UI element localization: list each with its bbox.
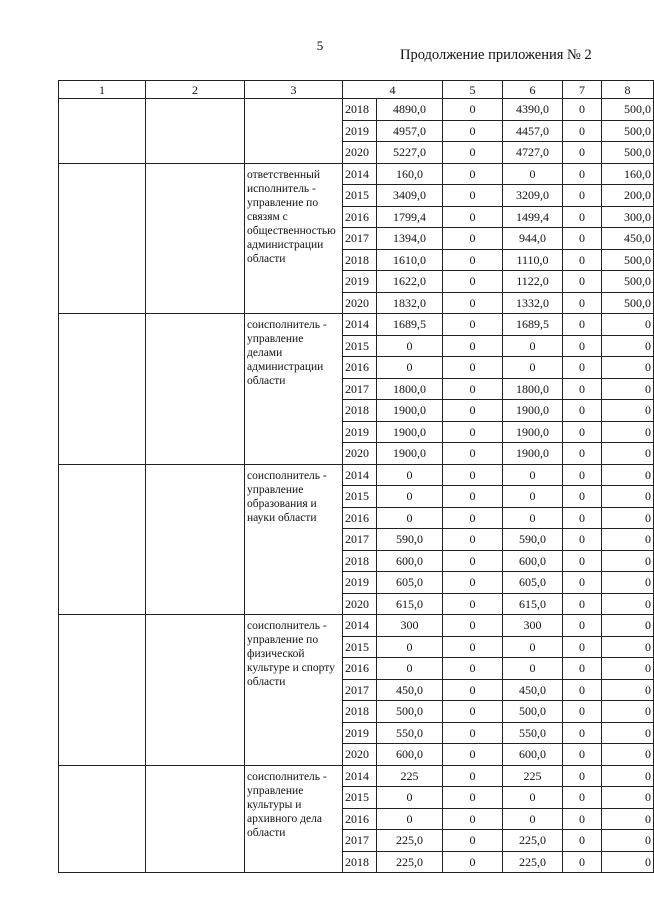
col8-cell: 0 xyxy=(602,464,654,486)
col6-cell: 1900,0 xyxy=(503,421,563,443)
col5-cell: 0 xyxy=(443,572,503,594)
year-cell: 2018 xyxy=(343,400,377,422)
table-row xyxy=(59,314,654,336)
col7-cell: 0 xyxy=(563,701,602,723)
column-2-cell xyxy=(146,464,245,615)
total-cell: 0 xyxy=(377,787,443,809)
year-cell: 2016 xyxy=(343,808,377,830)
table-row xyxy=(59,464,654,486)
col8-cell: 0 xyxy=(602,851,654,873)
col5-cell: 0 xyxy=(443,142,503,164)
total-cell: 615,0 xyxy=(377,593,443,615)
total-cell: 500,0 xyxy=(377,701,443,723)
col5-cell: 0 xyxy=(443,292,503,314)
col5-cell: 0 xyxy=(443,787,503,809)
col6-cell: 0 xyxy=(503,464,563,486)
col8-cell: 0 xyxy=(602,722,654,744)
table-row xyxy=(59,615,654,637)
col6-cell: 550,0 xyxy=(503,722,563,744)
col5-cell: 0 xyxy=(443,615,503,637)
year-cell: 2018 xyxy=(343,249,377,271)
total-cell: 0 xyxy=(377,636,443,658)
column-2-cell xyxy=(146,615,245,766)
executor-cell: соисполнитель - управление культуры и архивного дела области xyxy=(245,765,343,873)
executor-cell: соисполнитель - управление по физической культуре и спорту области xyxy=(245,615,343,766)
total-cell: 1610,0 xyxy=(377,249,443,271)
year-cell: 2014 xyxy=(343,765,377,787)
col7-cell: 0 xyxy=(563,486,602,508)
col8-cell: 500,0 xyxy=(602,142,654,164)
col7-cell: 0 xyxy=(563,464,602,486)
col7-cell: 0 xyxy=(563,228,602,250)
year-cell: 2020 xyxy=(343,443,377,465)
year-cell: 2014 xyxy=(343,314,377,336)
year-cell: 2017 xyxy=(343,830,377,852)
header-cell-4: 4 xyxy=(343,81,443,99)
header-cell-7: 7 xyxy=(563,81,602,99)
col8-cell: 0 xyxy=(602,550,654,572)
col8-cell: 500,0 xyxy=(602,249,654,271)
total-cell: 4957,0 xyxy=(377,120,443,142)
col5-cell: 0 xyxy=(443,722,503,744)
col7-cell: 0 xyxy=(563,206,602,228)
column-1-cell xyxy=(59,314,146,465)
total-cell: 0 xyxy=(377,335,443,357)
executor-cell: соисполнитель - управление образования и науки области xyxy=(245,464,343,615)
year-cell: 2019 xyxy=(343,421,377,443)
col8-cell: 0 xyxy=(602,314,654,336)
total-cell: 590,0 xyxy=(377,529,443,551)
year-cell: 2016 xyxy=(343,357,377,379)
col5-cell: 0 xyxy=(443,185,503,207)
col6-cell: 605,0 xyxy=(503,572,563,594)
total-cell: 1622,0 xyxy=(377,271,443,293)
col5-cell: 0 xyxy=(443,486,503,508)
col7-cell: 0 xyxy=(563,357,602,379)
col8-cell: 450,0 xyxy=(602,228,654,250)
col7-cell: 0 xyxy=(563,120,602,142)
table-row xyxy=(59,765,654,787)
total-cell: 3409,0 xyxy=(377,185,443,207)
col8-cell: 0 xyxy=(602,486,654,508)
executor-cell: соисполнитель - управление делами администрации области xyxy=(245,314,343,465)
total-cell: 225,0 xyxy=(377,851,443,873)
col5-cell: 0 xyxy=(443,507,503,529)
budget-table xyxy=(58,80,654,873)
year-cell: 2018 xyxy=(343,99,377,121)
col6-cell: 600,0 xyxy=(503,744,563,766)
col8-cell: 0 xyxy=(602,615,654,637)
col8-cell: 0 xyxy=(602,443,654,465)
table-row xyxy=(59,163,654,185)
total-cell: 605,0 xyxy=(377,572,443,594)
col8-cell: 0 xyxy=(602,701,654,723)
col6-cell: 0 xyxy=(503,636,563,658)
col5-cell: 0 xyxy=(443,99,503,121)
col8-cell: 0 xyxy=(602,787,654,809)
col7-cell: 0 xyxy=(563,271,602,293)
col7-cell: 0 xyxy=(563,636,602,658)
col6-cell: 0 xyxy=(503,357,563,379)
year-cell: 2018 xyxy=(343,550,377,572)
col8-cell: 0 xyxy=(602,357,654,379)
year-cell: 2017 xyxy=(343,228,377,250)
col7-cell: 0 xyxy=(563,507,602,529)
appendix-title: Продолжение приложения № 2 xyxy=(400,47,592,63)
year-cell: 2017 xyxy=(343,529,377,551)
header-cell-1: 1 xyxy=(59,81,146,99)
total-cell: 4890,0 xyxy=(377,99,443,121)
header-row xyxy=(59,81,654,99)
col5-cell: 0 xyxy=(443,357,503,379)
year-cell: 2016 xyxy=(343,658,377,680)
col6-cell: 944,0 xyxy=(503,228,563,250)
col7-cell: 0 xyxy=(563,765,602,787)
year-cell: 2015 xyxy=(343,636,377,658)
column-1-cell xyxy=(59,99,146,164)
col7-cell: 0 xyxy=(563,163,602,185)
col6-cell: 225,0 xyxy=(503,830,563,852)
col6-cell: 0 xyxy=(503,787,563,809)
total-cell: 1832,0 xyxy=(377,292,443,314)
col6-cell: 225,0 xyxy=(503,851,563,873)
column-2-cell xyxy=(146,314,245,465)
total-cell: 5227,0 xyxy=(377,142,443,164)
col7-cell: 0 xyxy=(563,787,602,809)
column-2-cell xyxy=(146,99,245,164)
table-row xyxy=(59,99,654,121)
col5-cell: 0 xyxy=(443,851,503,873)
col6-cell: 615,0 xyxy=(503,593,563,615)
total-cell: 450,0 xyxy=(377,679,443,701)
col7-cell: 0 xyxy=(563,292,602,314)
col6-cell: 0 xyxy=(503,335,563,357)
year-cell: 2014 xyxy=(343,464,377,486)
col8-cell: 0 xyxy=(602,572,654,594)
col6-cell: 4727,0 xyxy=(503,142,563,164)
col7-cell: 0 xyxy=(563,851,602,873)
total-cell: 550,0 xyxy=(377,722,443,744)
col6-cell: 1689,5 xyxy=(503,314,563,336)
total-cell: 1900,0 xyxy=(377,443,443,465)
executor-cell xyxy=(245,99,343,164)
col8-cell: 0 xyxy=(602,400,654,422)
col7-cell: 0 xyxy=(563,722,602,744)
col5-cell: 0 xyxy=(443,228,503,250)
total-cell: 0 xyxy=(377,658,443,680)
col5-cell: 0 xyxy=(443,400,503,422)
col8-cell: 500,0 xyxy=(602,120,654,142)
col8-cell: 0 xyxy=(602,744,654,766)
year-cell: 2020 xyxy=(343,593,377,615)
column-2-cell xyxy=(146,163,245,314)
column-1-cell xyxy=(59,163,146,314)
col7-cell: 0 xyxy=(563,808,602,830)
year-cell: 2020 xyxy=(343,744,377,766)
total-cell: 1394,0 xyxy=(377,228,443,250)
total-cell: 0 xyxy=(377,486,443,508)
column-2-cell xyxy=(146,765,245,873)
column-1-cell xyxy=(59,765,146,873)
total-cell: 0 xyxy=(377,357,443,379)
year-cell: 2019 xyxy=(343,572,377,594)
total-cell: 1800,0 xyxy=(377,378,443,400)
total-cell: 1900,0 xyxy=(377,400,443,422)
year-cell: 2017 xyxy=(343,679,377,701)
executor-cell: ответственный исполнитель - управление по связям с общественностью администрации области xyxy=(245,163,343,314)
col6-cell: 1900,0 xyxy=(503,400,563,422)
total-cell: 225 xyxy=(377,765,443,787)
col8-cell: 200,0 xyxy=(602,185,654,207)
year-cell: 2019 xyxy=(343,271,377,293)
col5-cell: 0 xyxy=(443,421,503,443)
col8-cell: 0 xyxy=(602,593,654,615)
col6-cell: 0 xyxy=(503,163,563,185)
col5-cell: 0 xyxy=(443,314,503,336)
col5-cell: 0 xyxy=(443,593,503,615)
col5-cell: 0 xyxy=(443,658,503,680)
total-cell: 225,0 xyxy=(377,830,443,852)
total-cell: 160,0 xyxy=(377,163,443,185)
col7-cell: 0 xyxy=(563,335,602,357)
col8-cell: 0 xyxy=(602,765,654,787)
total-cell: 1689,5 xyxy=(377,314,443,336)
total-cell: 1799,4 xyxy=(377,206,443,228)
year-cell: 2019 xyxy=(343,722,377,744)
year-cell: 2014 xyxy=(343,163,377,185)
col5-cell: 0 xyxy=(443,550,503,572)
col7-cell: 0 xyxy=(563,421,602,443)
total-cell: 0 xyxy=(377,464,443,486)
total-cell: 1900,0 xyxy=(377,421,443,443)
total-cell: 600,0 xyxy=(377,550,443,572)
header-cell-2: 2 xyxy=(146,81,245,99)
col7-cell: 0 xyxy=(563,314,602,336)
col5-cell: 0 xyxy=(443,701,503,723)
col7-cell: 0 xyxy=(563,550,602,572)
col7-cell: 0 xyxy=(563,400,602,422)
year-cell: 2016 xyxy=(343,206,377,228)
col6-cell: 3209,0 xyxy=(503,185,563,207)
col7-cell: 0 xyxy=(563,830,602,852)
col6-cell: 1900,0 xyxy=(503,443,563,465)
column-1-cell xyxy=(59,615,146,766)
col7-cell: 0 xyxy=(563,249,602,271)
col5-cell: 0 xyxy=(443,464,503,486)
col6-cell: 1110,0 xyxy=(503,249,563,271)
col7-cell: 0 xyxy=(563,658,602,680)
col8-cell: 500,0 xyxy=(602,271,654,293)
col5-cell: 0 xyxy=(443,744,503,766)
col6-cell: 300 xyxy=(503,615,563,637)
col6-cell: 1800,0 xyxy=(503,378,563,400)
year-cell: 2018 xyxy=(343,851,377,873)
year-cell: 2020 xyxy=(343,142,377,164)
col5-cell: 0 xyxy=(443,378,503,400)
year-cell: 2019 xyxy=(343,120,377,142)
col7-cell: 0 xyxy=(563,142,602,164)
year-cell: 2018 xyxy=(343,701,377,723)
col5-cell: 0 xyxy=(443,335,503,357)
col7-cell: 0 xyxy=(563,679,602,701)
col8-cell: 0 xyxy=(602,808,654,830)
year-cell: 2015 xyxy=(343,486,377,508)
col8-cell: 0 xyxy=(602,679,654,701)
col8-cell: 0 xyxy=(602,335,654,357)
col6-cell: 225 xyxy=(503,765,563,787)
col5-cell: 0 xyxy=(443,443,503,465)
col6-cell: 4390,0 xyxy=(503,99,563,121)
year-cell: 2015 xyxy=(343,335,377,357)
page-number: 5 xyxy=(316,38,324,53)
col8-cell: 0 xyxy=(602,421,654,443)
total-cell: 0 xyxy=(377,808,443,830)
col5-cell: 0 xyxy=(443,808,503,830)
col8-cell: 0 xyxy=(602,529,654,551)
col8-cell: 0 xyxy=(602,378,654,400)
total-cell: 0 xyxy=(377,507,443,529)
col6-cell: 0 xyxy=(503,808,563,830)
year-cell: 2017 xyxy=(343,378,377,400)
col6-cell: 0 xyxy=(503,486,563,508)
col7-cell: 0 xyxy=(563,615,602,637)
total-cell: 300 xyxy=(377,615,443,637)
col8-cell: 300,0 xyxy=(602,206,654,228)
col7-cell: 0 xyxy=(563,185,602,207)
col7-cell: 0 xyxy=(563,593,602,615)
col5-cell: 0 xyxy=(443,206,503,228)
col8-cell: 500,0 xyxy=(602,99,654,121)
col6-cell: 450,0 xyxy=(503,679,563,701)
table-body xyxy=(59,81,654,873)
col5-cell: 0 xyxy=(443,163,503,185)
col6-cell: 1122,0 xyxy=(503,271,563,293)
col6-cell: 0 xyxy=(503,507,563,529)
col8-cell: 0 xyxy=(602,830,654,852)
year-cell: 2015 xyxy=(343,787,377,809)
col7-cell: 0 xyxy=(563,443,602,465)
col8-cell: 0 xyxy=(602,658,654,680)
col5-cell: 0 xyxy=(443,271,503,293)
col5-cell: 0 xyxy=(443,830,503,852)
total-cell: 600,0 xyxy=(377,744,443,766)
header-cell-5: 5 xyxy=(443,81,503,99)
col7-cell: 0 xyxy=(563,378,602,400)
col6-cell: 600,0 xyxy=(503,550,563,572)
col5-cell: 0 xyxy=(443,249,503,271)
column-1-cell xyxy=(59,464,146,615)
col8-cell: 500,0 xyxy=(602,292,654,314)
col8-cell: 160,0 xyxy=(602,163,654,185)
year-cell: 2015 xyxy=(343,185,377,207)
col6-cell: 1499,4 xyxy=(503,206,563,228)
col6-cell: 590,0 xyxy=(503,529,563,551)
col7-cell: 0 xyxy=(563,99,602,121)
col7-cell: 0 xyxy=(563,572,602,594)
col6-cell: 1332,0 xyxy=(503,292,563,314)
header-cell-8: 8 xyxy=(602,81,654,99)
header-cell-6: 6 xyxy=(503,81,563,99)
col7-cell: 0 xyxy=(563,744,602,766)
year-cell: 2014 xyxy=(343,615,377,637)
col5-cell: 0 xyxy=(443,529,503,551)
col5-cell: 0 xyxy=(443,679,503,701)
col5-cell: 0 xyxy=(443,765,503,787)
year-cell: 2016 xyxy=(343,507,377,529)
col6-cell: 0 xyxy=(503,658,563,680)
col7-cell: 0 xyxy=(563,529,602,551)
col8-cell: 0 xyxy=(602,636,654,658)
year-cell: 2020 xyxy=(343,292,377,314)
col6-cell: 500,0 xyxy=(503,701,563,723)
header-cell-3: 3 xyxy=(245,81,343,99)
col8-cell: 0 xyxy=(602,507,654,529)
col5-cell: 0 xyxy=(443,120,503,142)
col6-cell: 4457,0 xyxy=(503,120,563,142)
col5-cell: 0 xyxy=(443,636,503,658)
